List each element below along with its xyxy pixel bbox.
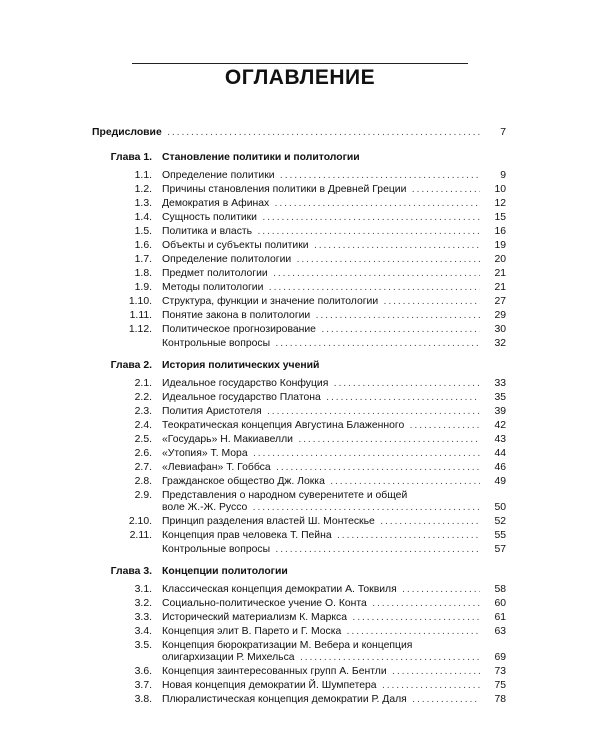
- entry-number: 1.1.: [134, 170, 152, 181]
- toc-entry[interactable]: [92, 225, 510, 239]
- entry-text-wrap: [162, 267, 480, 281]
- entry-text: Определение политики: [162, 170, 278, 181]
- entry-text: Политическое прогнозирование: [162, 324, 319, 335]
- toc-entry[interactable]: [92, 337, 510, 351]
- entry-text: Структура, функции и значение политологии: [162, 296, 381, 307]
- entry-text-wrap: [162, 295, 480, 309]
- chapter-title: Концепции политологии: [162, 566, 291, 577]
- entry-number: 1.10.: [128, 296, 152, 307]
- entry-page: 29: [494, 310, 506, 321]
- entry-page: 42: [494, 420, 506, 431]
- entry-number: 1.12.: [128, 324, 152, 335]
- entry-page: 21: [494, 282, 506, 293]
- entry-text-wrap: [162, 197, 480, 211]
- entry-text-wrap: [162, 625, 480, 639]
- entry-number: 1.3.: [134, 198, 152, 209]
- chapter-title: Становление политики и политологии: [162, 152, 363, 163]
- entry-text-wrap: [162, 377, 480, 391]
- entry-text: Демократия в Афинах: [162, 198, 272, 209]
- chapter-heading[interactable]: [92, 561, 510, 583]
- entry-text: Идеальное государство Конфуция: [162, 378, 331, 389]
- entry-page: 50: [494, 502, 506, 513]
- toc-entry[interactable]: [92, 639, 510, 665]
- entry-text: Определение политологии: [162, 254, 294, 265]
- entry-number: 2.5.: [134, 434, 152, 445]
- toc-entry[interactable]: [92, 461, 510, 475]
- toc-entry[interactable]: [92, 281, 510, 295]
- entry-number: 3.7.: [134, 680, 152, 691]
- entry-number: 2.10.: [128, 516, 152, 527]
- entry-number: 2.11.: [129, 530, 152, 541]
- entry-text-wrap: [162, 515, 480, 529]
- entry-text-wrap: [162, 583, 480, 597]
- entry-number: 3.8.: [134, 694, 152, 705]
- toc-entry[interactable]: [92, 433, 510, 447]
- entry-text: Принцип разделения властей Ш. Монтескье: [162, 516, 378, 527]
- entry-number: 3.1.: [134, 584, 152, 595]
- entry-number: 1.8.: [134, 268, 152, 279]
- entry-text: Причины становления политики в Древней Греции: [162, 184, 409, 195]
- table-of-contents: [92, 123, 510, 707]
- chapter-label: Глава 3.: [110, 566, 152, 577]
- entry-page: 58: [494, 584, 506, 595]
- entry-text: Предмет политологии: [162, 268, 271, 279]
- chapter-label: Глава 2.: [110, 360, 152, 371]
- chapter-label: Глава 1.: [110, 152, 152, 163]
- entry-text: Концепция бюрократизации М. Вебера и концепция: [162, 640, 415, 651]
- entry-text: «Утопия» Т. Мора: [162, 448, 251, 459]
- toc-entry[interactable]: [92, 625, 510, 639]
- entry-page: 60: [494, 598, 506, 609]
- entry-page: 15: [494, 212, 506, 223]
- entry-page: 57: [494, 544, 506, 555]
- entry-text: Концепция прав человека Т. Пейна: [162, 530, 335, 541]
- toc-entry[interactable]: [92, 183, 510, 197]
- entry-text: Идеальное государство Платона: [162, 392, 324, 403]
- entry-number: 3.6.: [134, 666, 152, 677]
- toc-entry[interactable]: [92, 489, 510, 515]
- entry-text-wrap: [162, 337, 480, 351]
- entry-number: 2.4.: [134, 420, 152, 431]
- entry-text: Исторический материализм К. Маркса: [162, 612, 350, 623]
- toc-entry[interactable]: [92, 583, 510, 597]
- chapter-title-wrap: [162, 355, 480, 377]
- entry-text-wrap: [162, 447, 480, 461]
- entry-number: 2.9.: [134, 490, 152, 501]
- entry-text: Классическая концепция демократии А. Токвиля: [162, 584, 400, 595]
- entry-page: 10: [494, 184, 506, 195]
- entry-text: Концепция элит В. Парето и Г. Моска: [162, 626, 344, 637]
- entry-page: 61: [494, 612, 506, 623]
- toc-entry[interactable]: [92, 419, 510, 433]
- toc-entry[interactable]: [92, 253, 510, 267]
- toc-entry[interactable]: [92, 543, 510, 557]
- toc-entry[interactable]: [92, 323, 510, 337]
- toc-entry[interactable]: [92, 665, 510, 679]
- entry-text: Гражданское общество Дж. Локка: [162, 476, 328, 487]
- entry-number: 3.4.: [134, 626, 152, 637]
- toc-entry[interactable]: [92, 239, 510, 253]
- entry-text-wrap: [162, 323, 480, 337]
- entry-number: 2.2.: [134, 392, 152, 403]
- entry-text: Концепция заинтересованных групп А. Бентли: [162, 666, 390, 677]
- entry-text-wrap: [162, 461, 480, 475]
- chapter-heading[interactable]: [92, 147, 510, 169]
- entry-number: 1.6.: [134, 240, 152, 251]
- entry-text-wrap-2: [162, 501, 480, 515]
- entry-text: Контрольные вопросы: [162, 338, 273, 349]
- entry-text-wrap: [162, 543, 480, 557]
- toc-entry[interactable]: [92, 597, 510, 611]
- entry-text-wrap: [162, 693, 480, 707]
- entry-text: Представления о народном суверенитете и общей: [162, 490, 410, 501]
- entry-text-wrap: [162, 183, 480, 197]
- entry-text: Сущность политики: [162, 212, 260, 223]
- entry-page: 39: [494, 406, 506, 417]
- toc-entry[interactable]: [92, 693, 510, 707]
- entry-number: 3.3.: [134, 612, 152, 623]
- entry-text-wrap-2: [162, 651, 480, 665]
- page-title: ОГЛАВЛЕНИЕ: [224, 66, 376, 89]
- entry-text-wrap: [162, 597, 480, 611]
- toc-entry[interactable]: [92, 309, 510, 323]
- entry-page: 73: [494, 666, 506, 677]
- entry-text-wrap: [162, 391, 480, 405]
- entry-number: 2.3.: [134, 406, 152, 417]
- entry-text-wrap: [162, 225, 480, 239]
- toc-entry[interactable]: [92, 515, 510, 529]
- entry-text-wrap: [162, 611, 480, 625]
- toc-entry[interactable]: [92, 377, 510, 391]
- entry-text-wrap: [162, 239, 480, 253]
- entry-text: «Левиафан» Т. Гоббса: [162, 462, 274, 473]
- preface-page: 7: [500, 127, 506, 138]
- entry-page: 33: [494, 378, 506, 389]
- entry-page: 52: [494, 516, 506, 527]
- entry-page: 20: [494, 254, 506, 265]
- entry-number: 3.5.: [134, 640, 152, 651]
- entry-text: Контрольные вопросы: [162, 544, 273, 555]
- entry-number: 2.7.: [134, 462, 152, 473]
- entry-text-continued: воле Ж.-Ж. Руссо: [162, 502, 250, 513]
- preface-label: Предисловие: [92, 127, 165, 138]
- entry-page: 44: [494, 448, 506, 459]
- entry-text: «Государь» Н. Макиавелли: [162, 434, 296, 445]
- entry-page: 32: [494, 338, 506, 349]
- toc-entry[interactable]: [92, 211, 510, 225]
- entry-page: 43: [494, 434, 506, 445]
- toc-entry[interactable]: [92, 267, 510, 281]
- entry-text: Плюралистическая концепция демократии Р. Даля: [162, 694, 410, 705]
- entry-page: 19: [494, 240, 506, 251]
- chapter-title-wrap: [162, 561, 480, 583]
- entry-page: 30: [494, 324, 506, 335]
- entry-number: 1.7.: [134, 254, 152, 265]
- entry-page: 75: [494, 680, 506, 691]
- entry-number: 3.2.: [134, 598, 152, 609]
- entry-number: 1.9.: [134, 282, 152, 293]
- chapter-heading[interactable]: [92, 355, 510, 377]
- toc-entry[interactable]: [92, 529, 510, 543]
- entry-text-wrap: [162, 475, 480, 489]
- entry-text-wrap: [162, 679, 480, 693]
- entry-number: 1.5.: [134, 226, 152, 237]
- entry-text-wrap: [162, 281, 480, 295]
- entry-number: 1.11.: [129, 310, 152, 321]
- entry-number: 1.4.: [134, 212, 152, 223]
- entry-number: 2.1.: [134, 378, 152, 389]
- entry-text-wrap: [162, 433, 480, 447]
- entry-text: Социально-политическое учение О. Конта: [162, 598, 370, 609]
- entry-page: 49: [494, 476, 506, 487]
- entry-text-wrap: [162, 169, 480, 183]
- entry-page: 9: [500, 170, 506, 181]
- entry-page: 63: [494, 626, 506, 637]
- entry-text-wrap: [162, 665, 480, 679]
- entry-text-wrap: [162, 405, 480, 419]
- entry-page: 78: [494, 694, 506, 705]
- entry-text: Понятие закона в политологии: [162, 310, 313, 321]
- top-rule: [132, 63, 468, 64]
- toc-entry[interactable]: [92, 391, 510, 405]
- entry-text-wrap: [162, 419, 480, 433]
- toc-preface[interactable]: [92, 123, 510, 143]
- toc-entry[interactable]: [92, 475, 510, 489]
- toc-entry[interactable]: [92, 679, 510, 693]
- entry-text: Новая концепция демократии Й. Шумпетера: [162, 680, 380, 691]
- toc-entry[interactable]: [92, 405, 510, 419]
- entry-text-wrap: [162, 253, 480, 267]
- entry-page: 21: [494, 268, 506, 279]
- entry-page: 46: [494, 462, 506, 473]
- chapter-title-wrap: [162, 147, 480, 169]
- entry-page: 55: [494, 530, 506, 541]
- entry-text-continued: олигархизации Р. Михельса: [162, 652, 298, 663]
- entry-text: Теократическая концепция Августина Блаженного: [162, 420, 407, 431]
- entry-number: 2.6.: [134, 448, 152, 459]
- entry-text-wrap: [162, 529, 480, 543]
- toc-entry[interactable]: [92, 447, 510, 461]
- toc-entry[interactable]: [92, 169, 510, 183]
- entry-number: 1.2.: [134, 184, 152, 195]
- entry-page: 16: [494, 226, 506, 237]
- entry-page: 27: [494, 296, 506, 307]
- toc-entry[interactable]: [92, 197, 510, 211]
- entry-text-wrap: [162, 211, 480, 225]
- toc-entry[interactable]: [92, 611, 510, 625]
- entry-text: Полития Аристотеля: [162, 406, 265, 417]
- entry-text: Политика и власть: [162, 226, 255, 237]
- entry-text: Методы политологии: [162, 282, 266, 293]
- toc-entry[interactable]: [92, 295, 510, 309]
- entry-number: 2.8.: [134, 476, 152, 487]
- entry-page: 35: [494, 392, 506, 403]
- entry-page: 69: [494, 652, 506, 663]
- entry-page: 12: [494, 198, 506, 209]
- entry-text: Объекты и субъекты политики: [162, 240, 312, 251]
- entry-text-wrap: [162, 309, 480, 323]
- chapter-title: История политических учений: [162, 360, 322, 371]
